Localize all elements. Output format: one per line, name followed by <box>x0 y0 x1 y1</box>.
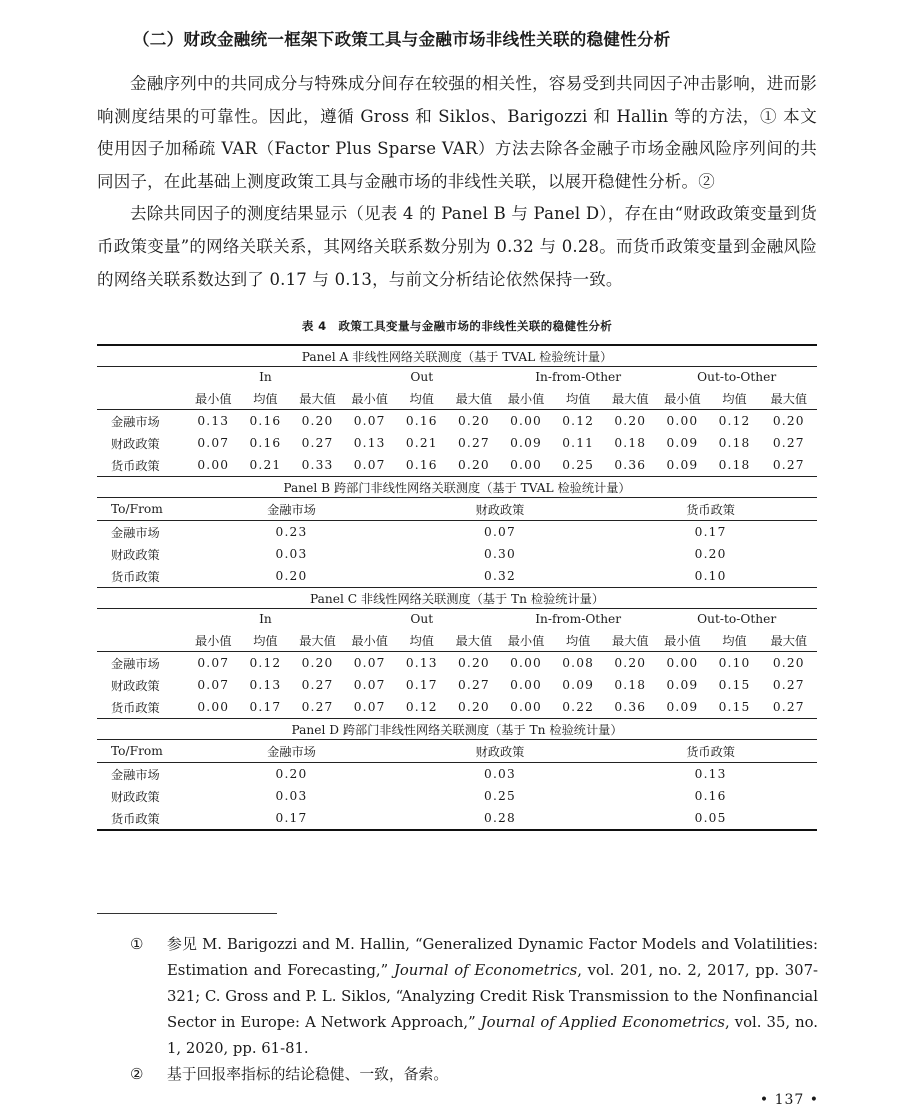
column-subheader: 均值 <box>239 387 291 410</box>
panel-title: Panel C 非线性网络关联测度（基于 Tn 检验统计量） <box>97 588 817 609</box>
value-cell: 0.17 <box>405 678 438 693</box>
value-cell: 0.16 <box>396 454 448 477</box>
value-cell: 0.15 <box>718 678 751 693</box>
column-subheader: 最小值 <box>344 387 396 410</box>
value-cell: 0.22 <box>552 696 604 719</box>
corner-cell <box>97 387 187 410</box>
column-subheader: 均值 <box>552 629 604 652</box>
value-cell: 0.30 <box>484 547 516 562</box>
value-cell: 0.09 <box>656 696 708 719</box>
value-cell: 0.27 <box>761 454 817 477</box>
table-row <box>97 807 817 830</box>
column-subheader: 均值 <box>552 387 604 410</box>
value-cell: 0.13 <box>249 678 282 693</box>
value-cell: 0.20 <box>772 656 805 671</box>
value-cell: 0.20 <box>694 547 727 562</box>
robustness-table <box>97 344 817 831</box>
table-row <box>97 652 817 675</box>
column-subheader: 均值 <box>396 387 448 410</box>
value-cell: 0.18 <box>614 678 647 693</box>
value-cell: 0.21 <box>405 436 438 451</box>
column-header: 货币政策 <box>604 740 817 763</box>
row-label: 货币政策 <box>97 696 187 719</box>
value-cell: 0.07 <box>197 678 230 693</box>
group-header: In-from-Other <box>535 612 622 627</box>
footnote-divider <box>97 913 277 914</box>
value-cell: 0.25 <box>484 789 516 804</box>
column-header: 金融市场 <box>187 498 396 521</box>
footnote-mark: ① <box>130 936 144 953</box>
table-row <box>97 410 817 433</box>
to-from-header: To/From <box>97 740 187 763</box>
value-cell: 0.05 <box>604 807 817 830</box>
page-body <box>97 20 817 831</box>
value-cell: 0.00 <box>510 678 542 693</box>
value-cell: 0.27 <box>761 696 817 719</box>
value-cell: 0.10 <box>718 656 751 671</box>
value-cell: 0.27 <box>457 436 490 451</box>
column-header: 财政政策 <box>396 740 605 763</box>
group-header: Out <box>410 370 434 385</box>
row-label: 金融市场 <box>111 525 160 540</box>
column-subheader: 均值 <box>708 629 760 652</box>
table-row <box>97 432 817 454</box>
column-subheader: 最大值 <box>761 629 817 652</box>
to-from-header: To/From <box>97 498 187 521</box>
value-cell: 0.18 <box>614 436 647 451</box>
row-label: 金融市场 <box>111 656 160 671</box>
group-header: Out-to-Other <box>697 370 777 385</box>
value-cell: 0.17 <box>694 525 727 540</box>
column-subheader: 最小值 <box>500 629 552 652</box>
column-subheader: 最小值 <box>187 629 239 652</box>
column-subheader: 最大值 <box>291 629 343 652</box>
subheader-row <box>97 629 817 652</box>
footnote-text: 基于回报率指标的结论稳健、一致，备索。 <box>167 1066 449 1083</box>
subheader-row <box>97 387 817 410</box>
section-heading: （二）财政金融统一框架下政策工具与金融市场非线性关联的稳健性分析 <box>133 30 671 49</box>
value-cell: 0.25 <box>552 454 604 477</box>
value-cell: 0.28 <box>396 807 605 830</box>
corner-cell <box>97 609 187 630</box>
value-cell: 0.20 <box>275 767 308 782</box>
pairwise-header-row <box>97 740 817 763</box>
row-label: 金融市场 <box>111 767 160 782</box>
value-cell: 0.36 <box>604 696 656 719</box>
value-cell: 0.07 <box>344 454 396 477</box>
row-label: 财政政策 <box>111 436 160 451</box>
value-cell: 0.07 <box>353 414 386 429</box>
value-cell: 0.20 <box>457 414 490 429</box>
paragraph-2: 去除共同因子的测度结果显示（见表 4 的 Panel B 与 Panel D），存在由“财政政策变量到货币政策变量”的网络关联关系，其网络关联系数分别为 0.32 与 0.28。而货币政策变量到金融风险的网络关联系数达到了 0.17 与 0.13，与前文分析结论依然保持一致。 <box>97 204 817 289</box>
value-cell: 0.08 <box>562 656 595 671</box>
value-cell: 0.16 <box>694 789 727 804</box>
value-cell: 0.00 <box>187 454 239 477</box>
column-header: 货币政策 <box>604 498 817 521</box>
value-cell: 0.20 <box>448 696 500 719</box>
group-header-row <box>97 609 817 630</box>
panel-title-row <box>97 719 817 740</box>
value-cell: 0.36 <box>604 454 656 477</box>
column-subheader: 均值 <box>239 629 291 652</box>
value-cell: 0.12 <box>718 414 751 429</box>
page-number: • 137 • <box>759 1092 819 1108</box>
panel-title-row <box>97 588 817 609</box>
value-cell: 0.07 <box>197 436 230 451</box>
value-cell: 0.03 <box>275 789 308 804</box>
value-cell: 0.00 <box>500 696 552 719</box>
row-label: 货币政策 <box>97 807 187 830</box>
value-cell: 0.12 <box>562 414 595 429</box>
group-header: Out-to-Other <box>697 612 777 627</box>
value-cell: 0.20 <box>614 656 647 671</box>
panel-title-row <box>97 477 817 498</box>
panel-title-row <box>97 345 817 367</box>
value-cell: 0.20 <box>187 565 396 588</box>
row-label: 财政政策 <box>111 547 160 562</box>
column-subheader: 最小值 <box>344 629 396 652</box>
value-cell: 0.23 <box>275 525 308 540</box>
table-row <box>97 565 817 588</box>
value-cell: 0.27 <box>291 696 343 719</box>
value-cell: 0.13 <box>694 767 727 782</box>
table-title: 表 4 政策工具变量与金融市场的非线性关联的稳健性分析 <box>301 319 613 334</box>
pairwise-header-row <box>97 498 817 521</box>
value-cell: 0.11 <box>562 436 595 451</box>
journal-title: Journal of Econometrics <box>393 962 578 979</box>
group-header: Out <box>410 612 434 627</box>
journal-title: Journal of Applied Econometrics <box>480 1014 726 1031</box>
value-cell: 0.07 <box>344 696 396 719</box>
column-subheader: 最小值 <box>187 387 239 410</box>
footnote-text: , vol. 35, no. 1, 2020, pp. 61-81. <box>167 1014 819 1057</box>
value-cell: 0.13 <box>353 436 386 451</box>
panel-title: Panel D 跨部门非线性网络关联测度（基于 Tn 检验统计量） <box>97 719 817 740</box>
table-row <box>97 674 817 696</box>
table-row <box>97 763 817 786</box>
value-cell: 0.27 <box>772 678 805 693</box>
value-cell: 0.27 <box>301 436 334 451</box>
value-cell: 0.10 <box>604 565 817 588</box>
value-cell: 0.00 <box>510 414 542 429</box>
column-header: 金融市场 <box>187 740 396 763</box>
value-cell: 0.09 <box>510 436 542 451</box>
value-cell: 0.07 <box>353 656 386 671</box>
footnotes <box>122 932 818 1088</box>
value-cell: 0.32 <box>396 565 605 588</box>
value-cell: 0.16 <box>405 414 438 429</box>
value-cell: 0.18 <box>718 436 751 451</box>
value-cell: 0.20 <box>301 414 334 429</box>
value-cell: 0.00 <box>187 696 239 719</box>
value-cell: 0.12 <box>249 656 282 671</box>
row-label: 货币政策 <box>97 454 187 477</box>
value-cell: 0.07 <box>484 525 516 540</box>
column-subheader: 最大值 <box>448 629 500 652</box>
value-cell: 0.20 <box>614 414 647 429</box>
value-cell: 0.21 <box>239 454 291 477</box>
value-cell: 0.20 <box>772 414 805 429</box>
column-subheader: 均值 <box>708 387 760 410</box>
value-cell: 0.07 <box>353 678 386 693</box>
table-row <box>97 521 817 544</box>
row-label: 财政政策 <box>111 789 160 804</box>
row-label: 货币政策 <box>97 565 187 588</box>
value-cell: 0.33 <box>291 454 343 477</box>
group-header: In-from-Other <box>535 370 622 385</box>
value-cell: 0.00 <box>666 656 699 671</box>
value-cell: 0.09 <box>656 454 708 477</box>
column-subheader: 最小值 <box>656 387 708 410</box>
value-cell: 0.00 <box>666 414 699 429</box>
group-header: In <box>259 612 272 627</box>
value-cell: 0.09 <box>562 678 595 693</box>
value-cell: 0.17 <box>239 696 291 719</box>
footnote <box>122 932 818 1062</box>
value-cell: 0.27 <box>301 678 334 693</box>
column-subheader: 最小值 <box>500 387 552 410</box>
value-cell: 0.09 <box>666 678 699 693</box>
column-header: 财政政策 <box>396 498 605 521</box>
value-cell: 0.00 <box>500 454 552 477</box>
value-cell: 0.20 <box>301 656 334 671</box>
corner-cell <box>97 367 187 388</box>
value-cell: 0.13 <box>197 414 230 429</box>
value-cell: 0.18 <box>708 454 760 477</box>
value-cell: 0.27 <box>457 678 490 693</box>
column-subheader: 均值 <box>396 629 448 652</box>
value-cell: 0.12 <box>396 696 448 719</box>
value-cell: 0.27 <box>772 436 805 451</box>
value-cell: 0.13 <box>405 656 438 671</box>
column-subheader: 最大值 <box>291 387 343 410</box>
value-cell: 0.20 <box>448 454 500 477</box>
value-cell: 0.20 <box>457 656 490 671</box>
row-label: 财政政策 <box>111 678 160 693</box>
value-cell: 0.00 <box>510 656 542 671</box>
column-subheader: 最大值 <box>604 629 656 652</box>
table-row <box>97 543 817 565</box>
corner-cell <box>97 629 187 652</box>
value-cell: 0.16 <box>249 436 282 451</box>
value-cell: 0.15 <box>708 696 760 719</box>
table-row <box>97 785 817 807</box>
footnote-mark: ② <box>130 1066 144 1083</box>
value-cell: 0.07 <box>197 656 230 671</box>
footnote <box>122 1062 818 1088</box>
footnote-text: , vol. 201, no. 2, 2017, pp. 307-321; C. Gross and P. L. Siklos, “Analyzing Credit Risk Transmission to the Nonfinancial Sector in Europe: A Network Approach,” <box>167 962 819 1031</box>
column-subheader: 最大值 <box>448 387 500 410</box>
column-subheader: 最小值 <box>656 629 708 652</box>
group-header-row <box>97 367 817 388</box>
column-subheader: 最大值 <box>761 387 817 410</box>
value-cell: 0.09 <box>666 436 699 451</box>
value-cell: 0.03 <box>484 767 516 782</box>
table-row <box>97 454 817 477</box>
value-cell: 0.03 <box>275 547 308 562</box>
column-subheader: 最大值 <box>604 387 656 410</box>
footnote-text: 参见 M. Barigozzi and M. Hallin, “Generalized Dynamic Factor Models and Volatilities: Estimation and Forecasting,” <box>167 936 818 979</box>
group-header: In <box>259 370 272 385</box>
paragraph-1: 金融序列中的共同成分与特殊成分间存在较强的相关性，容易受到共同因子冲击影响，进而影响测度结果的可靠性。因此，遵循 Gross 和 Siklos、Barigozzi 和 Hallin 等的方法，① 本文使用因子加稀疏 VAR（Factor Plus Sparse VAR）方法去除各金融子市场金融风险序列间的共同因子，在此基础上测度政策工具与金融市场的非线性关联，以展开稳健性分析。② <box>97 74 817 191</box>
panel-title: Panel B 跨部门非线性网络关联测度（基于 TVAL 检验统计量） <box>97 477 817 498</box>
table-row <box>97 696 817 719</box>
panel-title: Panel A 非线性网络关联测度（基于 TVAL 检验统计量） <box>97 345 817 367</box>
value-cell: 0.16 <box>249 414 282 429</box>
value-cell: 0.17 <box>187 807 396 830</box>
row-label: 金融市场 <box>111 414 160 429</box>
